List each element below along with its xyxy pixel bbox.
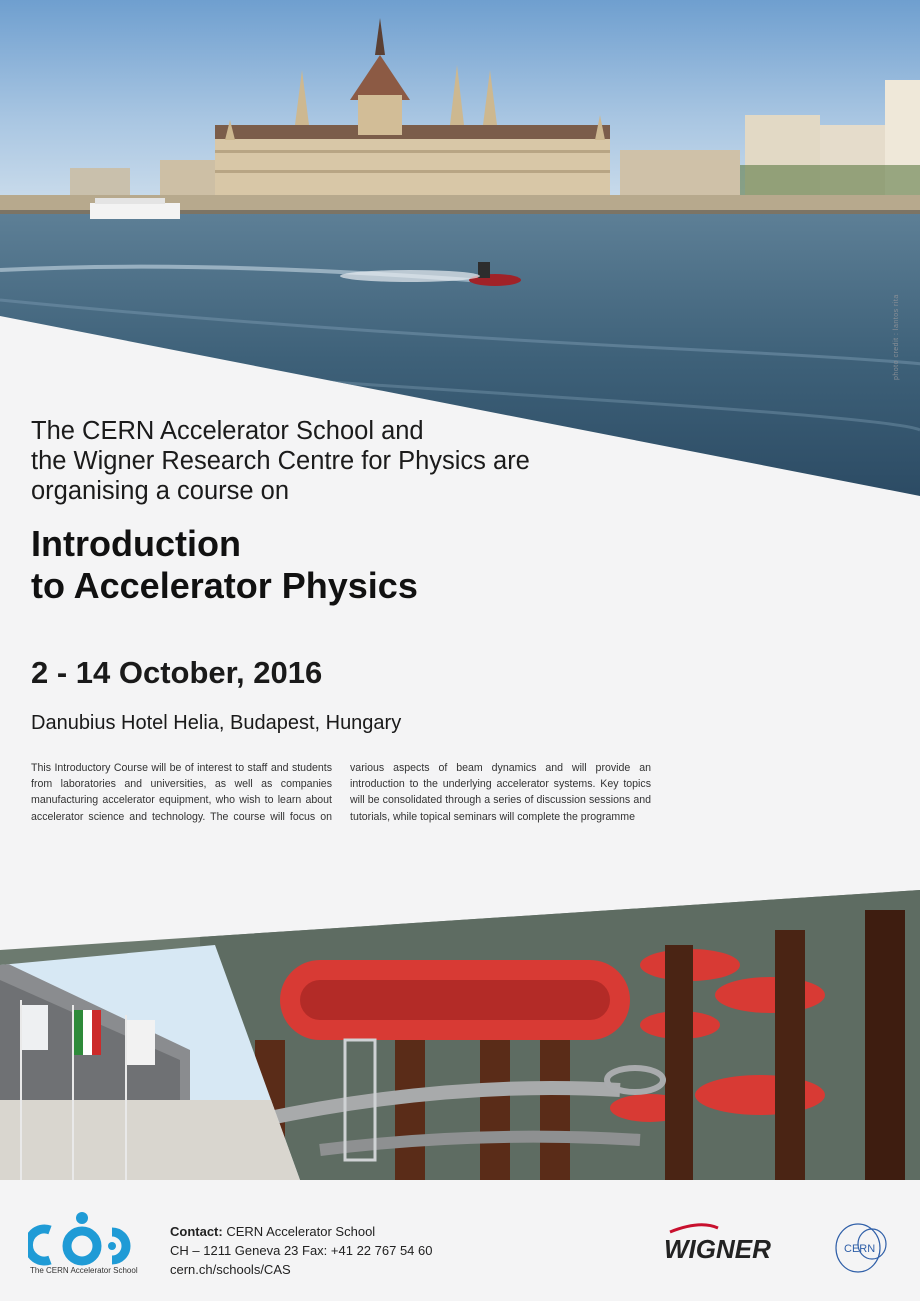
photo-credit: photo credit : lantos rita (893, 294, 900, 380)
course-description: This Introductory Course will be of interest to staff and students from laboratories and universities, as well as companies manufacturing accelerator equipment, who wish to learn about accelerator science and technology. The course will focus on various aspects of beam dynamics and will provide an introduction to the underlying accelerator systems. Key topics will be consolidated through a series of discussion sessions and tutorials, while topical seminars will complete the programme (31, 762, 651, 823)
cern-logo (832, 1218, 892, 1278)
contact-org: CERN Accelerator School (226, 1224, 376, 1239)
course-title-line: Introduction (31, 523, 241, 564)
intro-line: organising a course on (31, 477, 290, 505)
intro-line: the Wigner Research Centre for Physics are (31, 447, 530, 475)
course-dates: 2 - 14 October, 2016 (31, 655, 323, 690)
course-venue: Danubius Hotel Helia, Budapest, Hungary (31, 712, 402, 734)
contact-address: CH – 1211 Geneva 23 Fax: +41 22 767 54 60 (170, 1243, 433, 1258)
wigner-logo (660, 1218, 800, 1268)
cern-logo-text: CERN (844, 1243, 876, 1255)
contact-block (170, 1222, 432, 1279)
wigner-building-photo (0, 940, 300, 1180)
contact-label: Contact: (170, 1224, 223, 1239)
wigner-logo-text: WIGNER (664, 1234, 771, 1264)
cas-logo-caption: The CERN Accelerator School (30, 1266, 138, 1275)
intro-line: The CERN Accelerator School and (31, 417, 424, 445)
intro-text (31, 416, 631, 506)
contact-url[interactable]: cern.ch/schools/CAS (170, 1262, 291, 1277)
course-title-line: to Accelerator Physics (31, 565, 418, 606)
course-title (31, 523, 418, 607)
